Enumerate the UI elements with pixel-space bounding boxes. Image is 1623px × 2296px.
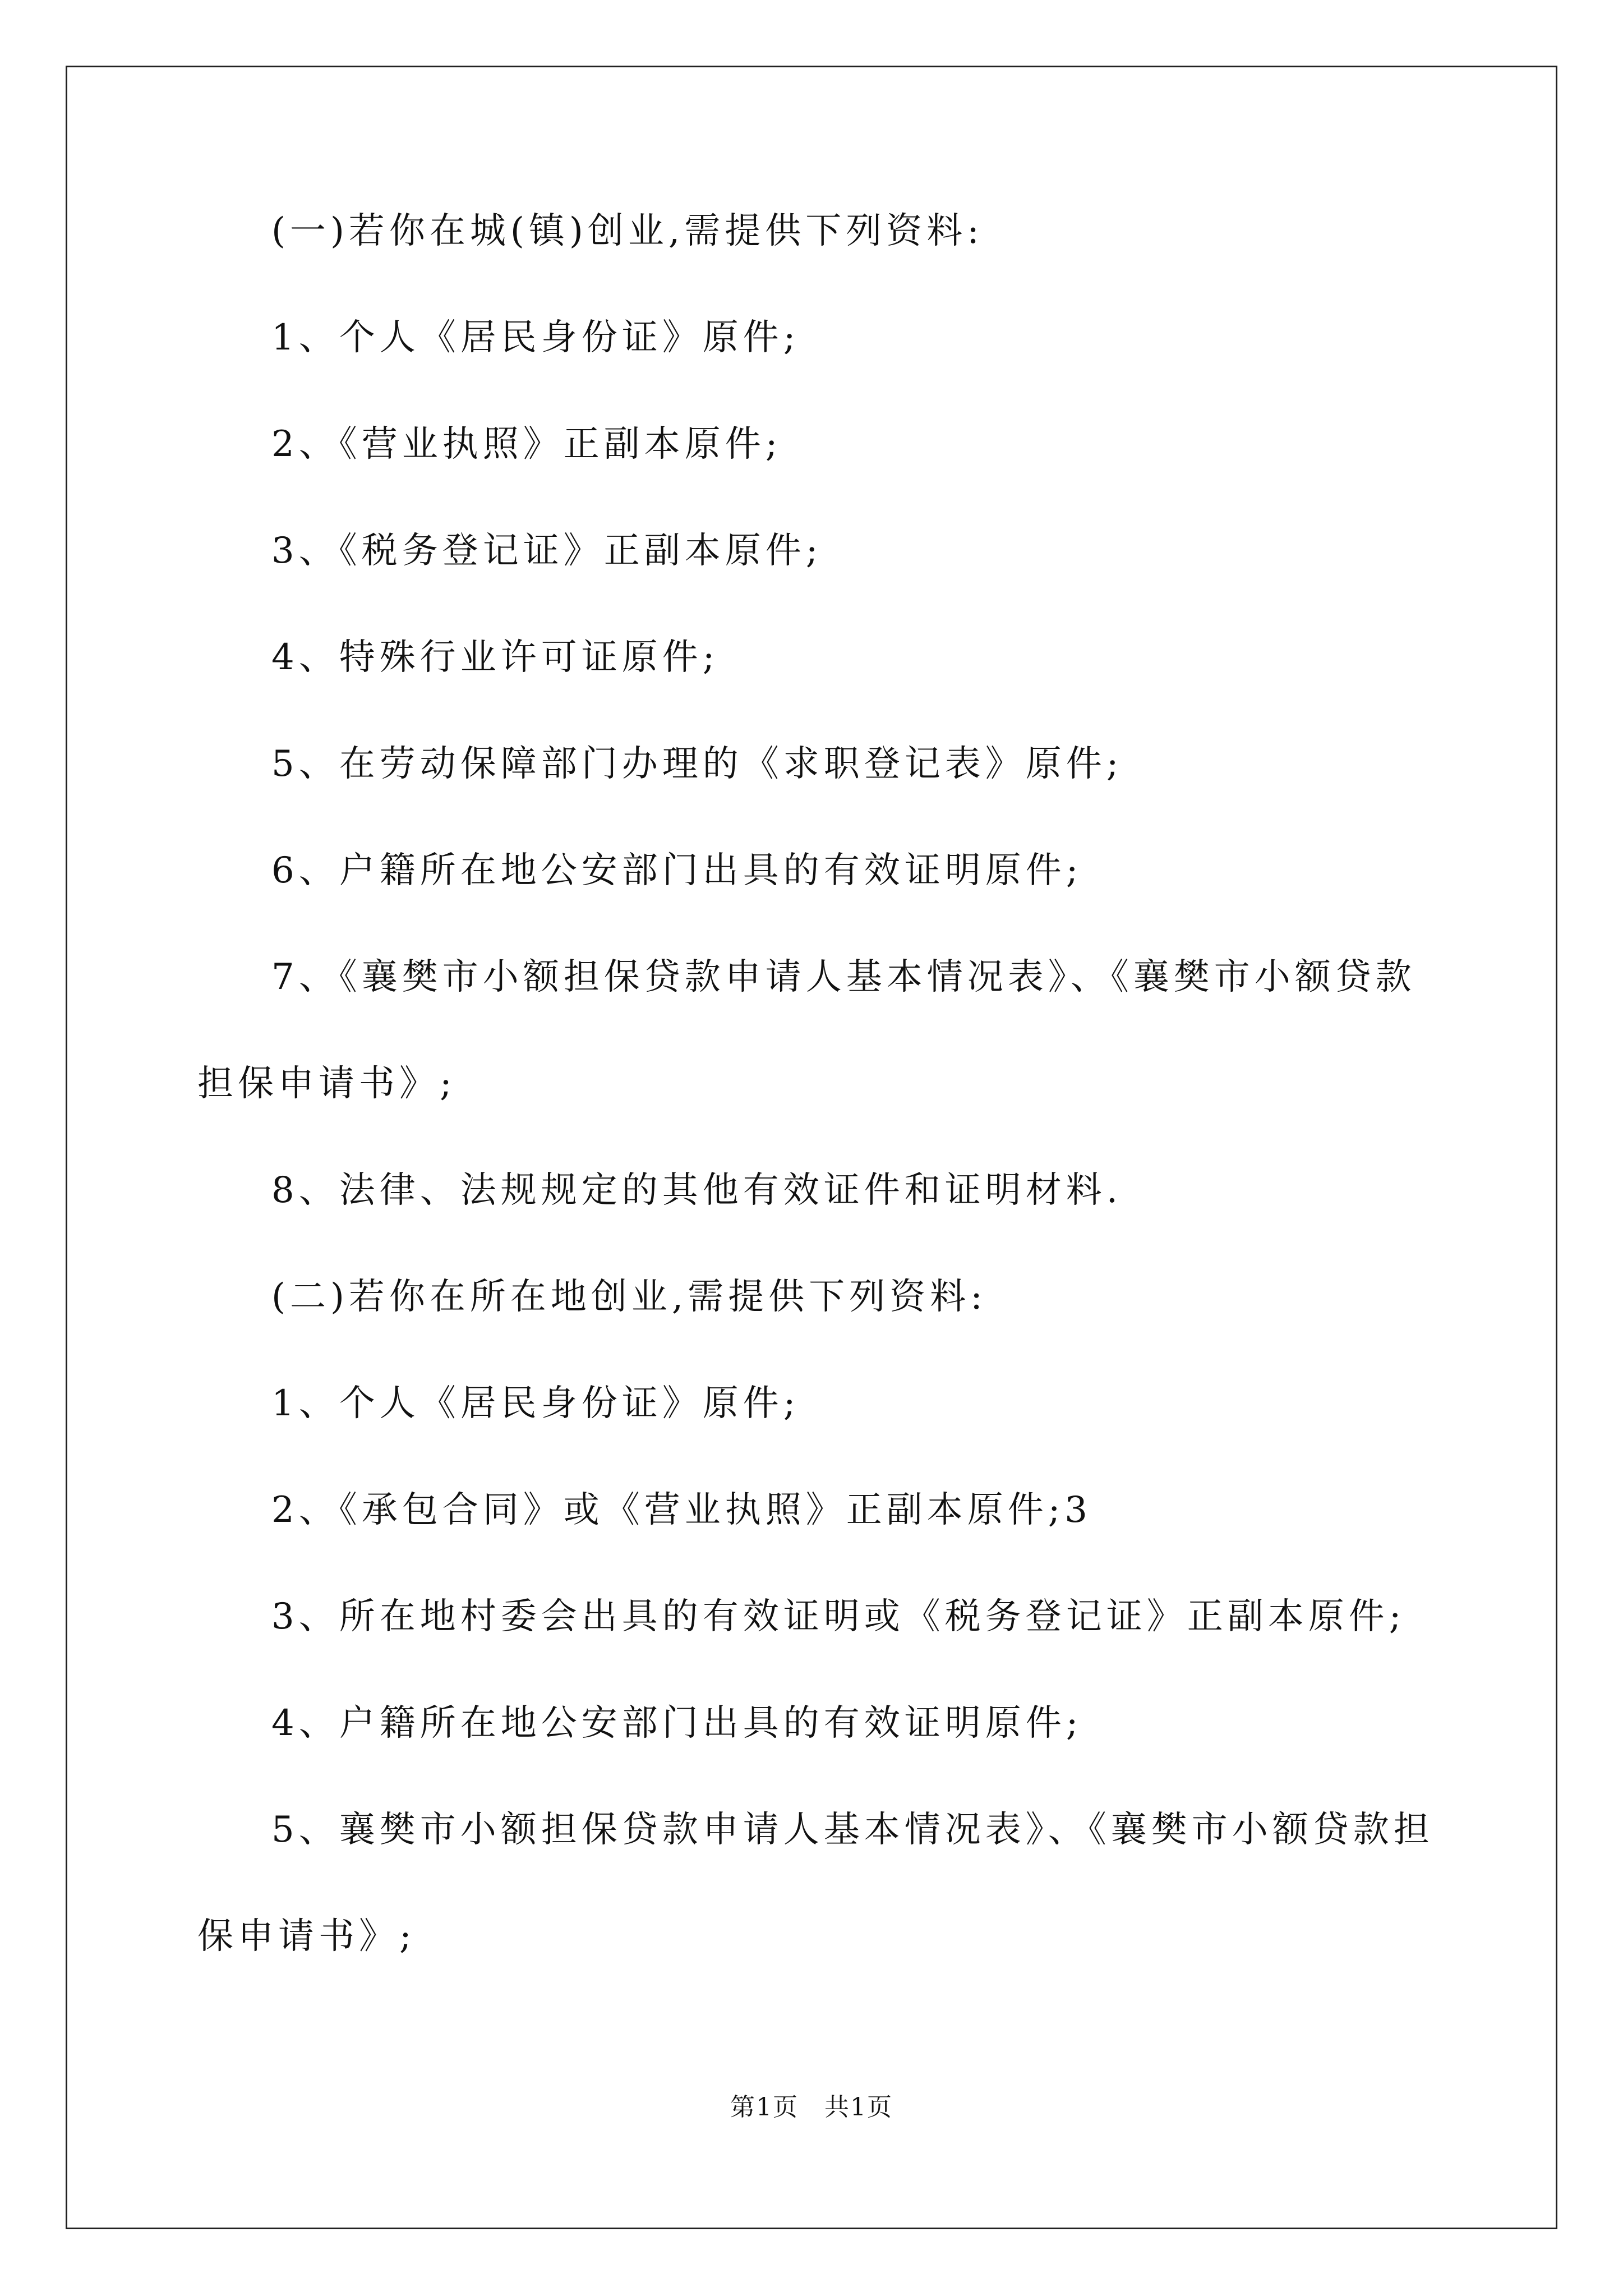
list-item: 3、所在地村委会出具的有效证明或《税务登记证》正副本原件;: [271, 1596, 1406, 1637]
list-item-7-line-1: 7、《襄樊市小额担保贷款申请人基本情况表》、《襄樊市小额贷款: [271, 956, 1416, 998]
list-item-5-line-1: 5、襄樊市小额担保贷款申请人基本情况表》、《襄樊市小额贷款担: [271, 1809, 1434, 1851]
document-body: [197, 210, 1440, 1957]
list-item: 4、特殊行业许可证原件;: [271, 637, 720, 678]
section-one-heading: (一)若你在城(镇)创业,需提供下列资料:: [271, 210, 984, 252]
list-item-5-line-2: 保申请书》;: [197, 1916, 416, 1957]
list-item: 8、法律、法规规定的其他有效证件和证明材料.: [271, 1170, 1123, 1211]
list-item: 6、户籍所在地公安部门出具的有效证明原件;: [271, 850, 1083, 891]
list-item: 2、《承包合同》或《营业执照》正副本原件;3: [271, 1489, 1092, 1531]
list-item: 2、《营业执照》正副本原件;: [271, 424, 782, 465]
list-item: 1、个人《居民身份证》原件;: [271, 317, 800, 358]
page-footer: 第1页 共1页: [730, 2093, 893, 2122]
list-item-7-line-2: 担保申请书》;: [197, 1063, 457, 1105]
list-item: 3、《税务登记证》正副本原件;: [271, 530, 823, 572]
list-item: 4、户籍所在地公安部门出具的有效证明原件;: [271, 1703, 1083, 1744]
list-item: 1、个人《居民身份证》原件;: [271, 1383, 800, 1424]
section-two-heading: (二)若你在所在地创业,需提供下列资料:: [271, 1276, 987, 1318]
list-item: 5、在劳动保障部门办理的《求职登记表》原件;: [271, 743, 1123, 785]
